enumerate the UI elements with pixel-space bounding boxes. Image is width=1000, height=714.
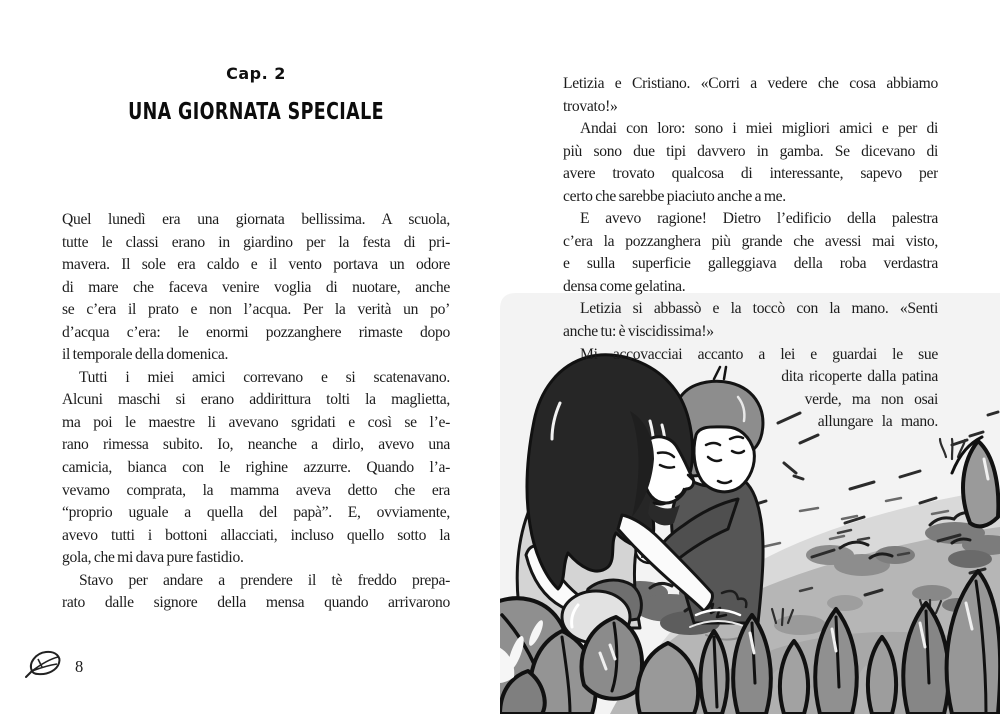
right-column [563, 73, 938, 434]
text-line: trovato!» [563, 97, 618, 115]
text-line: anche tu: è viscidissima!» [563, 323, 714, 341]
text-line: dita ricoperte dalla patina [781, 368, 938, 386]
text-line: avevo tutti i bottoni allacciati, incluso quello sotto la [62, 526, 450, 544]
text-line: d’acqua c’era: le enormi pozzanghere rimaste dopo [62, 323, 450, 341]
text-line: E avevo ragione! Dietro l’edificio della palestra [580, 210, 938, 228]
text-line: certo che sarebbe piaciuto anche a me. [563, 187, 786, 205]
text-line: Mi accovacciai accanto a lei e guardai le sue [580, 345, 938, 363]
page-footer [24, 649, 83, 684]
chapter-title: UNA GIORNATA SPECIALE [128, 99, 384, 125]
text-line: densa come gelatina. [563, 277, 686, 295]
text-line: Letizia e Cristiano. «Corri a vedere che cosa abbiamo [563, 75, 938, 92]
text-line: allungare la mano. [817, 413, 938, 431]
text-line: avere trovato qualcosa di interessante, sapevo per [563, 165, 938, 183]
text-line: se c’era il prato e non l’acqua. Per la verità un po’ [62, 301, 450, 319]
text-line: Stavo per andare a prendere il tè freddo prepa- [79, 571, 450, 589]
text-line: Letizia si abbassò e la toccò con la mano. «Senti [580, 300, 938, 318]
text-line: verde, ma non osai [804, 390, 938, 408]
text-line: c’era la pozzanghera più grande che avessi mai visto, [563, 232, 938, 250]
text-line: tutte le classi erano in giardino per la festa di pri- [62, 233, 450, 251]
text-line: gola, che mi dava pure fastidio. [62, 549, 244, 567]
text-line: rato dalle signore della mensa quando arrivarono [62, 594, 450, 612]
chapter-heading [62, 64, 450, 125]
text-line: di mare che faceva venire voglia di nuotare, anche [62, 278, 450, 296]
text-line: mavera. Il sole era caldo e il vento portava un odore [62, 256, 450, 274]
leaf-icon [24, 649, 64, 684]
text-line: e sulla superficie galleggiava della roba verdastra [563, 255, 938, 273]
text-line: più sono due tipi davvero in gamba. Se dicevano di [563, 142, 938, 160]
text-line: rano rimessa subito. Io, neanche a dirlo, avevo una [62, 436, 450, 454]
text-line: camicia, bianca con le righine azzurre. Quando l’a- [62, 459, 450, 477]
page-number: 8 [75, 656, 84, 676]
text-line: Quel lunedì era una giornata bellissima. A scuola, [62, 211, 450, 228]
text-line: Tutti i miei amici correvano e si scatenavano. [79, 368, 450, 386]
text-line: “proprio uguale a quella del papà”. E, ovviamente, [62, 504, 450, 522]
text-line: Alcuni maschi si erano addirittura tolti la maglietta, [62, 391, 450, 409]
text-line: vevamo comprata, la mamma aveva detto che era [62, 481, 450, 499]
left-column [62, 209, 450, 615]
text-line: ma poi le maestre li avevano sgridati e così se l’e- [62, 413, 450, 431]
text-line: Andai con loro: sono i miei migliori amici e per di [580, 120, 938, 138]
chapter-number: Cap. 2 [226, 64, 286, 83]
text-line: il temporale della domenica. [62, 346, 229, 364]
